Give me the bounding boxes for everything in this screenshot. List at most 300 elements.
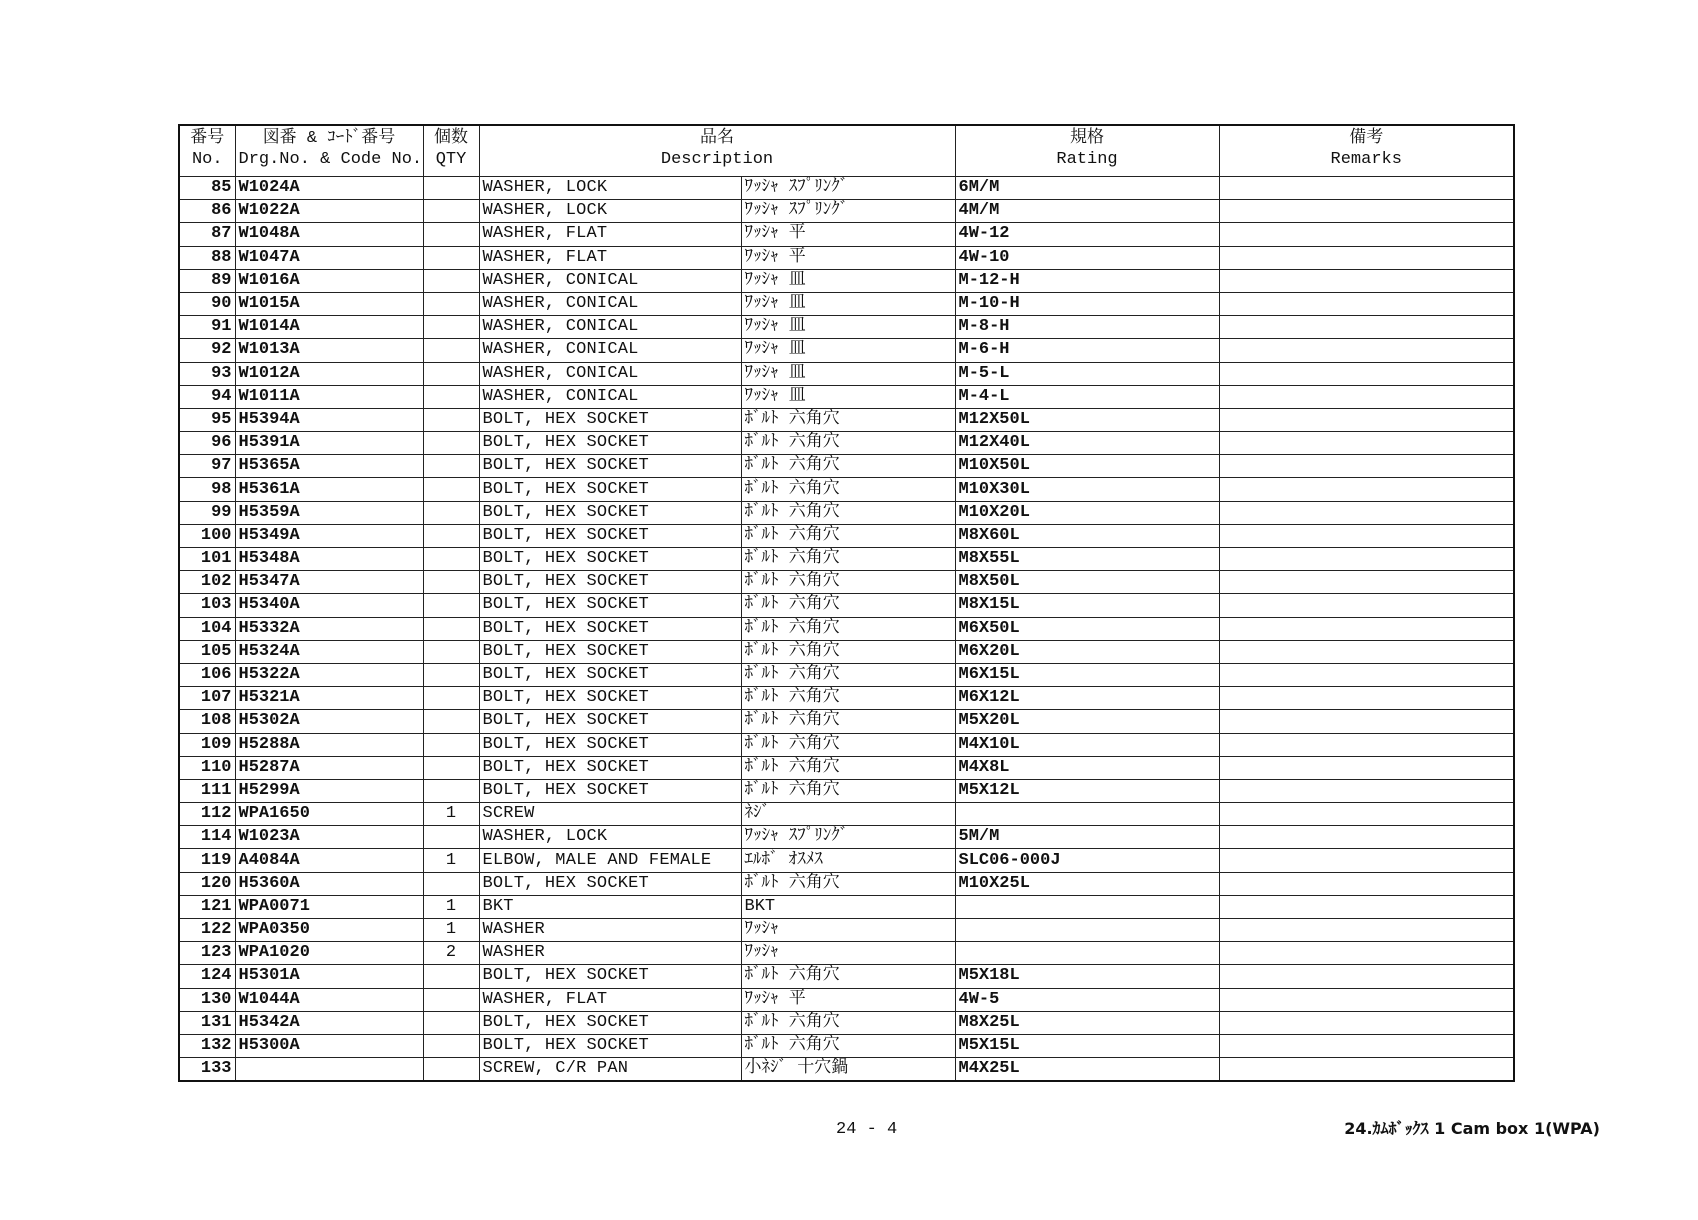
- cell-no: 88: [179, 246, 235, 269]
- cell-qty: [423, 339, 479, 362]
- cell-no: 93: [179, 362, 235, 385]
- cell-description: BOLT, HEX SOCKET: [479, 779, 741, 802]
- cell-description-ja: ﾎﾞﾙﾄ 六角穴: [741, 594, 955, 617]
- table-row: [179, 269, 1514, 292]
- table-row: [179, 478, 1514, 501]
- table-row: [179, 571, 1514, 594]
- cell-description-ja: ﾎﾞﾙﾄ 六角穴: [741, 501, 955, 524]
- cell-rating: M-4-L: [955, 385, 1219, 408]
- cell-description-ja: ﾎﾞﾙﾄ 六角穴: [741, 965, 955, 988]
- cell-rating: [955, 942, 1219, 965]
- cell-qty: [423, 548, 479, 571]
- cell-no: 131: [179, 1011, 235, 1034]
- cell-description-ja: ﾜｯｼｬ: [741, 919, 955, 942]
- header-qty: [423, 125, 479, 177]
- table-row: [179, 455, 1514, 478]
- cell-no: 92: [179, 339, 235, 362]
- table-row: [179, 826, 1514, 849]
- cell-qty: [423, 524, 479, 547]
- cell-description-ja: ﾎﾞﾙﾄ 六角穴: [741, 710, 955, 733]
- cell-description: WASHER, CONICAL: [479, 339, 741, 362]
- table-row: [179, 524, 1514, 547]
- cell-code: H5322A: [235, 663, 423, 686]
- cell-description: WASHER, CONICAL: [479, 362, 741, 385]
- cell-description-ja: ﾜｯｼｬ 皿: [741, 385, 955, 408]
- table-row: [179, 663, 1514, 686]
- cell-description: WASHER, CONICAL: [479, 292, 741, 315]
- cell-rating: M8X25L: [955, 1011, 1219, 1034]
- cell-description-ja: ﾎﾞﾙﾄ 六角穴: [741, 455, 955, 478]
- cell-code: WPA1650: [235, 803, 423, 826]
- cell-description-ja: ﾎﾞﾙﾄ 六角穴: [741, 548, 955, 571]
- cell-description-ja: ﾜｯｼｬ 平: [741, 246, 955, 269]
- cell-remarks: [1219, 223, 1514, 246]
- cell-description: BOLT, HEX SOCKET: [479, 524, 741, 547]
- cell-code: H5332A: [235, 617, 423, 640]
- cell-no: 107: [179, 687, 235, 710]
- cell-qty: [423, 385, 479, 408]
- cell-qty: [423, 501, 479, 524]
- table-row: [179, 872, 1514, 895]
- header-no: [179, 125, 235, 177]
- cell-rating: 5M/M: [955, 826, 1219, 849]
- cell-description-ja: ﾜｯｼｬ 皿: [741, 316, 955, 339]
- cell-code: WPA0071: [235, 895, 423, 918]
- cell-code: W1011A: [235, 385, 423, 408]
- cell-description: BOLT, HEX SOCKET: [479, 756, 741, 779]
- cell-qty: [423, 1034, 479, 1057]
- cell-rating: M-5-L: [955, 362, 1219, 385]
- cell-qty: [423, 478, 479, 501]
- cell-remarks: [1219, 1058, 1514, 1082]
- cell-rating: [955, 919, 1219, 942]
- cell-description: BOLT, HEX SOCKET: [479, 432, 741, 455]
- cell-remarks: [1219, 1011, 1514, 1034]
- cell-description: BOLT, HEX SOCKET: [479, 965, 741, 988]
- cell-description: BOLT, HEX SOCKET: [479, 594, 741, 617]
- header-remarks-en: Remarks: [1330, 150, 1402, 169]
- cell-remarks: [1219, 408, 1514, 431]
- cell-rating: M6X20L: [955, 640, 1219, 663]
- cell-description: WASHER, CONICAL: [479, 269, 741, 292]
- cell-no: 85: [179, 177, 235, 200]
- cell-rating: M8X15L: [955, 594, 1219, 617]
- cell-qty: [423, 640, 479, 663]
- table-row: [179, 292, 1514, 315]
- cell-qty: 1: [423, 895, 479, 918]
- cell-qty: [423, 617, 479, 640]
- table-row: [179, 640, 1514, 663]
- cell-code: H5300A: [235, 1034, 423, 1057]
- cell-description-ja: ﾎﾞﾙﾄ 六角穴: [741, 432, 955, 455]
- cell-no: 89: [179, 269, 235, 292]
- table-row: [179, 733, 1514, 756]
- cell-description-ja: ﾎﾞﾙﾄ 六角穴: [741, 733, 955, 756]
- cell-remarks: [1219, 872, 1514, 895]
- cell-rating: 4M/M: [955, 200, 1219, 223]
- cell-no: 97: [179, 455, 235, 478]
- cell-no: 98: [179, 478, 235, 501]
- header-qty-ja: 個数: [434, 129, 468, 148]
- cell-qty: 1: [423, 849, 479, 872]
- header-rating-ja: 規格: [1070, 129, 1104, 148]
- cell-qty: [423, 779, 479, 802]
- cell-rating: M5X18L: [955, 965, 1219, 988]
- cell-remarks: [1219, 455, 1514, 478]
- cell-code: H5288A: [235, 733, 423, 756]
- header-remarks-ja: 備考: [1349, 129, 1384, 148]
- cell-no: 114: [179, 826, 235, 849]
- cell-qty: 1: [423, 919, 479, 942]
- cell-remarks: [1219, 571, 1514, 594]
- cell-description-ja: ﾎﾞﾙﾄ 六角穴: [741, 524, 955, 547]
- cell-qty: [423, 965, 479, 988]
- cell-no: 96: [179, 432, 235, 455]
- cell-no: 132: [179, 1034, 235, 1057]
- cell-description: BOLT, HEX SOCKET: [479, 710, 741, 733]
- cell-rating: M12X40L: [955, 432, 1219, 455]
- cell-qty: [423, 408, 479, 431]
- cell-no: 121: [179, 895, 235, 918]
- header-no-en: No.: [191, 150, 223, 169]
- cell-rating: SLC06-000J: [955, 849, 1219, 872]
- cell-description: BOLT, HEX SOCKET: [479, 663, 741, 686]
- cell-description: BOLT, HEX SOCKET: [479, 1034, 741, 1057]
- cell-qty: [423, 316, 479, 339]
- cell-remarks: [1219, 594, 1514, 617]
- cell-qty: [423, 733, 479, 756]
- table-row: [179, 687, 1514, 710]
- table-row: [179, 710, 1514, 733]
- cell-code: W1012A: [235, 362, 423, 385]
- cell-remarks: [1219, 269, 1514, 292]
- header-rating-en: Rating: [1056, 150, 1118, 169]
- cell-rating: 4W-10: [955, 246, 1219, 269]
- cell-qty: 2: [423, 942, 479, 965]
- cell-qty: [423, 455, 479, 478]
- cell-description-ja: ﾜｯｼｬ 平: [741, 988, 955, 1011]
- cell-description: WASHER: [479, 942, 741, 965]
- cell-code: H5347A: [235, 571, 423, 594]
- cell-remarks: [1219, 710, 1514, 733]
- cell-code: W1014A: [235, 316, 423, 339]
- cell-qty: [423, 362, 479, 385]
- cell-qty: [423, 594, 479, 617]
- cell-no: 91: [179, 316, 235, 339]
- header-description-en: Description: [660, 150, 774, 169]
- cell-code: H5349A: [235, 524, 423, 547]
- cell-qty: [423, 988, 479, 1011]
- table-row: [179, 942, 1514, 965]
- cell-description-ja: ﾎﾞﾙﾄ 六角穴: [741, 1011, 955, 1034]
- header-code-ja: 図番 & ｺｰﾄﾞ番号: [262, 129, 396, 148]
- cell-remarks: [1219, 779, 1514, 802]
- table-body: [179, 177, 1514, 1082]
- cell-description-ja: ｴﾙﾎﾞ ｵｽﾒｽ: [741, 849, 955, 872]
- cell-qty: [423, 663, 479, 686]
- cell-code: H5391A: [235, 432, 423, 455]
- header-code-en: Drg.No. & Code No.: [238, 150, 423, 169]
- cell-description: WASHER, LOCK: [479, 200, 741, 223]
- cell-rating: M10X25L: [955, 872, 1219, 895]
- cell-description-ja: ﾎﾞﾙﾄ 六角穴: [741, 408, 955, 431]
- cell-code: W1015A: [235, 292, 423, 315]
- cell-qty: [423, 200, 479, 223]
- cell-description-ja: ﾈｼﾞ: [741, 803, 955, 826]
- cell-code: WPA1020: [235, 942, 423, 965]
- cell-description-ja: ﾎﾞﾙﾄ 六角穴: [741, 478, 955, 501]
- cell-remarks: [1219, 640, 1514, 663]
- cell-no: 110: [179, 756, 235, 779]
- cell-description: BOLT, HEX SOCKET: [479, 687, 741, 710]
- header-code: [235, 125, 423, 177]
- cell-no: 103: [179, 594, 235, 617]
- cell-no: 106: [179, 663, 235, 686]
- cell-description-ja: ﾎﾞﾙﾄ 六角穴: [741, 640, 955, 663]
- cell-no: 112: [179, 803, 235, 826]
- cell-code: H5361A: [235, 478, 423, 501]
- cell-remarks: [1219, 246, 1514, 269]
- cell-description-ja: ﾎﾞﾙﾄ 六角穴: [741, 779, 955, 802]
- cell-remarks: [1219, 339, 1514, 362]
- table-header: [179, 125, 1514, 177]
- cell-rating: M10X50L: [955, 455, 1219, 478]
- cell-code: W1024A: [235, 177, 423, 200]
- cell-description-ja: ﾎﾞﾙﾄ 六角穴: [741, 687, 955, 710]
- cell-description: BOLT, HEX SOCKET: [479, 548, 741, 571]
- cell-remarks: [1219, 756, 1514, 779]
- cell-rating: M5X15L: [955, 1034, 1219, 1057]
- cell-description-ja: ﾜｯｼｬ 皿: [741, 339, 955, 362]
- cell-description: BKT: [479, 895, 741, 918]
- table-row: [179, 200, 1514, 223]
- cell-remarks: [1219, 200, 1514, 223]
- cell-remarks: [1219, 826, 1514, 849]
- cell-rating: M8X55L: [955, 548, 1219, 571]
- cell-rating: M-10-H: [955, 292, 1219, 315]
- cell-description-ja: BKT: [741, 895, 955, 918]
- cell-no: 120: [179, 872, 235, 895]
- header-description: [479, 125, 955, 177]
- cell-code: H5340A: [235, 594, 423, 617]
- table-row: [179, 1011, 1514, 1034]
- cell-rating: M-12-H: [955, 269, 1219, 292]
- cell-code: WPA0350: [235, 919, 423, 942]
- cell-description-ja: ﾎﾞﾙﾄ 六角穴: [741, 663, 955, 686]
- cell-description-ja: ﾎﾞﾙﾄ 六角穴: [741, 617, 955, 640]
- cell-description: WASHER, FLAT: [479, 246, 741, 269]
- cell-qty: [423, 223, 479, 246]
- cell-description: ELBOW, MALE AND FEMALE: [479, 849, 741, 872]
- cell-no: 108: [179, 710, 235, 733]
- cell-rating: [955, 803, 1219, 826]
- table-row: [179, 1058, 1514, 1082]
- cell-description: BOLT, HEX SOCKET: [479, 408, 741, 431]
- table-row: [179, 408, 1514, 431]
- cell-rating: 4W-5: [955, 988, 1219, 1011]
- cell-code: H5321A: [235, 687, 423, 710]
- cell-description-ja: ﾜｯｼｬ ｽﾌﾟﾘﾝｸﾞ: [741, 826, 955, 849]
- cell-no: 133: [179, 1058, 235, 1082]
- cell-qty: [423, 687, 479, 710]
- cell-remarks: [1219, 316, 1514, 339]
- cell-code: H5324A: [235, 640, 423, 663]
- cell-rating: M6X50L: [955, 617, 1219, 640]
- table-row: [179, 385, 1514, 408]
- cell-description: WASHER, FLAT: [479, 223, 741, 246]
- cell-remarks: [1219, 548, 1514, 571]
- table-row: [179, 339, 1514, 362]
- cell-no: 111: [179, 779, 235, 802]
- cell-no: 119: [179, 849, 235, 872]
- cell-description: WASHER, CONICAL: [479, 385, 741, 408]
- cell-remarks: [1219, 292, 1514, 315]
- cell-qty: [423, 826, 479, 849]
- cell-no: 124: [179, 965, 235, 988]
- cell-description-ja: ﾜｯｼｬ 皿: [741, 292, 955, 315]
- cell-code: W1016A: [235, 269, 423, 292]
- cell-description: BOLT, HEX SOCKET: [479, 501, 741, 524]
- cell-description: WASHER, FLAT: [479, 988, 741, 1011]
- cell-description: BOLT, HEX SOCKET: [479, 455, 741, 478]
- cell-description: BOLT, HEX SOCKET: [479, 617, 741, 640]
- cell-remarks: [1219, 965, 1514, 988]
- cell-remarks: [1219, 919, 1514, 942]
- cell-remarks: [1219, 942, 1514, 965]
- cell-description: BOLT, HEX SOCKET: [479, 733, 741, 756]
- cell-description-ja: ﾜｯｼｬ 皿: [741, 362, 955, 385]
- cell-remarks: [1219, 501, 1514, 524]
- cell-description-ja: ﾎﾞﾙﾄ 六角穴: [741, 756, 955, 779]
- cell-no: 102: [179, 571, 235, 594]
- cell-remarks: [1219, 1034, 1514, 1057]
- cell-code: W1047A: [235, 246, 423, 269]
- cell-code: H5360A: [235, 872, 423, 895]
- cell-description: WASHER, CONICAL: [479, 316, 741, 339]
- cell-code: W1013A: [235, 339, 423, 362]
- cell-remarks: [1219, 733, 1514, 756]
- cell-code: H5359A: [235, 501, 423, 524]
- cell-description-ja: ﾜｯｼｬ 平: [741, 223, 955, 246]
- cell-rating: [955, 895, 1219, 918]
- cell-no: 100: [179, 524, 235, 547]
- cell-code: H5302A: [235, 710, 423, 733]
- cell-remarks: [1219, 362, 1514, 385]
- cell-remarks: [1219, 895, 1514, 918]
- cell-code: W1022A: [235, 200, 423, 223]
- cell-description: BOLT, HEX SOCKET: [479, 478, 741, 501]
- table-row: [179, 803, 1514, 826]
- cell-description-ja: ﾜｯｼｬ ｽﾌﾟﾘﾝｸﾞ: [741, 177, 955, 200]
- cell-description-ja: ﾜｯｼｬ: [741, 942, 955, 965]
- cell-qty: [423, 872, 479, 895]
- table-row: [179, 756, 1514, 779]
- cell-no: 122: [179, 919, 235, 942]
- cell-no: 123: [179, 942, 235, 965]
- table-row: [179, 919, 1514, 942]
- cell-rating: M-6-H: [955, 339, 1219, 362]
- page-number: 24 - 4: [836, 1120, 898, 1139]
- cell-rating: M8X50L: [955, 571, 1219, 594]
- parts-table: [178, 124, 1515, 1082]
- cell-rating: M10X30L: [955, 478, 1219, 501]
- cell-no: 109: [179, 733, 235, 756]
- cell-qty: [423, 269, 479, 292]
- table-row: [179, 1034, 1514, 1057]
- cell-remarks: [1219, 687, 1514, 710]
- cell-no: 104: [179, 617, 235, 640]
- cell-description: WASHER, LOCK: [479, 826, 741, 849]
- table-row: [179, 965, 1514, 988]
- cell-rating: 4W-12: [955, 223, 1219, 246]
- table-row: [179, 988, 1514, 1011]
- cell-code: [235, 1058, 423, 1082]
- cell-description: BOLT, HEX SOCKET: [479, 872, 741, 895]
- cell-qty: [423, 1058, 479, 1082]
- cell-description: BOLT, HEX SOCKET: [479, 571, 741, 594]
- cell-rating: M4X10L: [955, 733, 1219, 756]
- cell-no: 105: [179, 640, 235, 663]
- cell-code: W1048A: [235, 223, 423, 246]
- table-row: [179, 177, 1514, 200]
- cell-remarks: [1219, 617, 1514, 640]
- cell-remarks: [1219, 385, 1514, 408]
- table-row: [179, 316, 1514, 339]
- cell-description: BOLT, HEX SOCKET: [479, 1011, 741, 1034]
- cell-description: WASHER, LOCK: [479, 177, 741, 200]
- parts-list-sheet: [178, 124, 1513, 1082]
- cell-description-ja: ﾜｯｼｬ ｽﾌﾟﾘﾝｸﾞ: [741, 200, 955, 223]
- cell-rating: M4X8L: [955, 756, 1219, 779]
- cell-code: H5394A: [235, 408, 423, 431]
- cell-no: 130: [179, 988, 235, 1011]
- cell-code: A4084A: [235, 849, 423, 872]
- cell-code: W1023A: [235, 826, 423, 849]
- cell-remarks: [1219, 432, 1514, 455]
- section-title: 24.ｶﾑﾎﾞｯｸｽ 1 Cam box 1(WPA): [1344, 1119, 1600, 1138]
- cell-code: H5342A: [235, 1011, 423, 1034]
- cell-no: 101: [179, 548, 235, 571]
- table-row: [179, 223, 1514, 246]
- cell-qty: [423, 432, 479, 455]
- cell-no: 86: [179, 200, 235, 223]
- cell-code: H5301A: [235, 965, 423, 988]
- cell-rating: M8X60L: [955, 524, 1219, 547]
- cell-remarks: [1219, 849, 1514, 872]
- cell-qty: [423, 710, 479, 733]
- cell-remarks: [1219, 524, 1514, 547]
- cell-no: 90: [179, 292, 235, 315]
- cell-code: H5287A: [235, 756, 423, 779]
- cell-remarks: [1219, 177, 1514, 200]
- cell-no: 94: [179, 385, 235, 408]
- cell-rating: 6M/M: [955, 177, 1219, 200]
- cell-rating: M6X15L: [955, 663, 1219, 686]
- table-row: [179, 246, 1514, 269]
- header-qty-en: QTY: [435, 150, 467, 169]
- cell-no: 95: [179, 408, 235, 431]
- cell-remarks: [1219, 988, 1514, 1011]
- cell-description: BOLT, HEX SOCKET: [479, 640, 741, 663]
- header-description-ja: 品名: [700, 129, 734, 148]
- cell-code: W1044A: [235, 988, 423, 1011]
- cell-description-ja: ﾎﾞﾙﾄ 六角穴: [741, 1034, 955, 1057]
- cell-rating: M6X12L: [955, 687, 1219, 710]
- cell-qty: [423, 177, 479, 200]
- cell-description-ja: ﾜｯｼｬ 皿: [741, 269, 955, 292]
- cell-rating: M5X12L: [955, 779, 1219, 802]
- cell-qty: [423, 1011, 479, 1034]
